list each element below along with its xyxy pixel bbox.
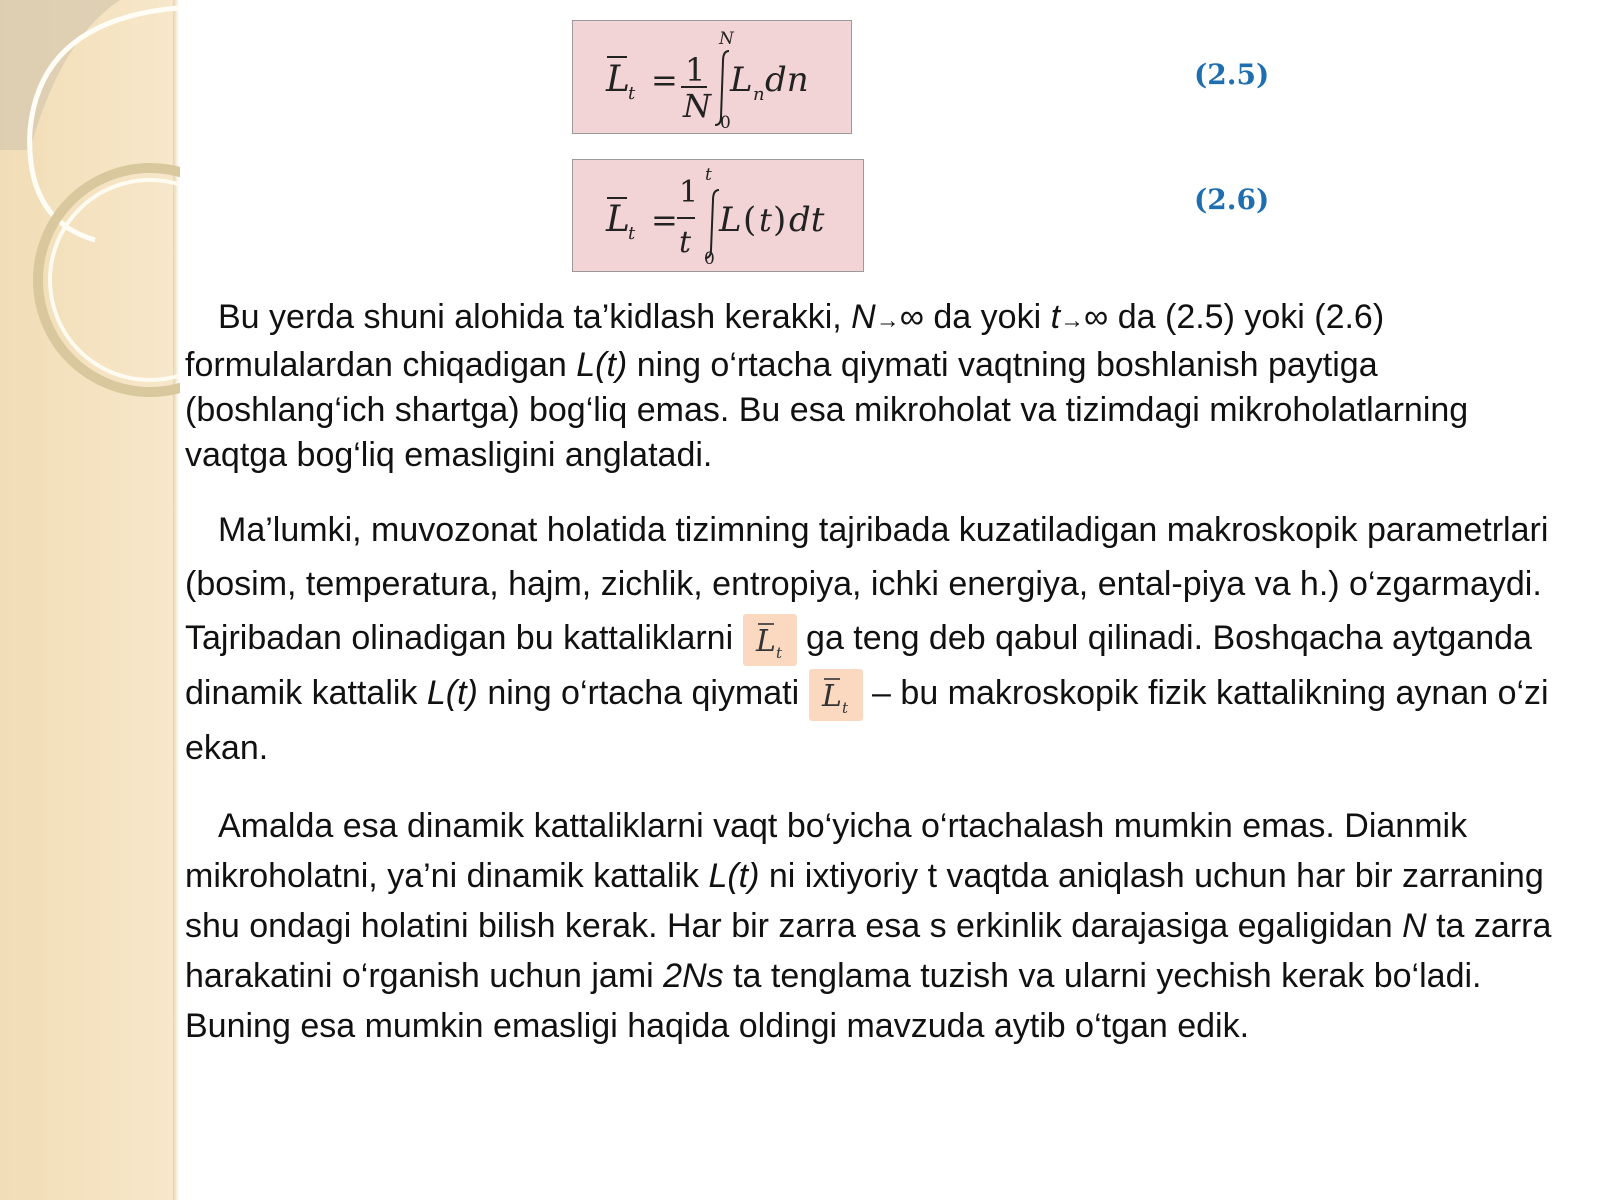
f1-frac-den: N xyxy=(683,87,711,125)
p1-text-4: ning o‘rtacha qiymati vaqtning boshlanish paytiga (boshlang‘ich shartga) bog‘liq emas. Bu esa mikroholat va tizimdagi mikroholatlarning vaqtga bog‘liq emasligini anglatadi. xyxy=(185,346,1469,474)
p1-text-3: da (2.5) yoki (2.6) formulalardan chiqadigan xyxy=(185,298,1385,384)
p2-text-4: – bu makroskopik fizik kattalikning aynan o‘zi ekan. xyxy=(185,674,1549,768)
paragraph-1 xyxy=(185,295,1555,478)
p1-t: t xyxy=(1050,298,1061,336)
f1-differential: dn xyxy=(765,60,809,100)
formula-2-6 xyxy=(572,159,864,272)
f2-equals: = xyxy=(651,201,678,239)
p2-text-2: ga teng deb qabul qilinadi. Boshqacha aytganda dinamik kattalik xyxy=(185,619,1532,713)
inline-L-2: L xyxy=(821,679,842,715)
inline-L-1: L xyxy=(755,624,776,660)
p3-2Ns: 2Ns xyxy=(663,957,724,995)
p2-text-3: ning o‘rtacha qiymati xyxy=(477,674,809,713)
f1-frac-num: 1 xyxy=(685,51,706,89)
f1-lhs: L xyxy=(606,59,630,100)
p1-text-1: Bu yerda shuni alohida ta’kidlash kerakki, xyxy=(218,298,852,336)
f2-differential: dt xyxy=(789,200,825,240)
f2-lhs: L xyxy=(606,199,630,240)
p1-arrow-2: → xyxy=(1060,307,1085,334)
p1-Lt: L(t) xyxy=(576,346,628,384)
f2-arg: t xyxy=(759,201,772,239)
formula-2-6-math xyxy=(573,160,865,273)
formula-2-5-math xyxy=(573,21,853,135)
formula-2-5 xyxy=(572,20,852,134)
f2-int-lower: 0 xyxy=(704,249,715,269)
f1-lhs-sub: t xyxy=(628,83,636,104)
paragraph-2 xyxy=(185,503,1555,775)
f1-integrand-sub: n xyxy=(753,84,765,105)
f2-arg-close: ) xyxy=(773,200,787,240)
equation-number-2-6: (2.6) xyxy=(1194,183,1270,216)
f2-int-upper: t xyxy=(705,165,712,185)
p3-text-4: ta tenglama tuzish va ularni yechish kerak bo‘ladi. Buning esa mumkin emasligi haqida oldingi mavzuda aytib o‘tgan edik. xyxy=(185,957,1482,1045)
p2-text-1: Ma’lumki, muvozonat holatida tizimning tajribada kuzatiladigan makroskopik parametrlari (bosim, temperatura, hajm, zichlik, entropiya, ichki energiya, ental-piya va h.) o‘zgarmaydi. Tajribadan olinadigan bu kattaliklarni xyxy=(185,511,1549,657)
p1-infinity-2: ∞ xyxy=(1084,298,1109,336)
p3-text-3: ta zarra harakatini o‘rganish uchun jami xyxy=(185,907,1552,995)
f2-arg-open: ( xyxy=(743,200,757,240)
f1-equals: = xyxy=(651,61,678,99)
inline-t-1: t xyxy=(775,644,782,663)
f2-frac-den: t xyxy=(679,225,692,260)
f1-int-lower: 0 xyxy=(720,113,731,133)
p1-infinity-1: ∞ xyxy=(899,298,924,336)
inline-symbol-L-bar-t-1 xyxy=(743,614,797,666)
f1-int-upper: N xyxy=(719,29,734,49)
p3-N: N xyxy=(1402,907,1427,945)
p1-text-2: da yoki xyxy=(923,298,1051,336)
f2-integrand: L xyxy=(719,200,742,240)
inline-t-2: t xyxy=(841,699,848,718)
p2-Lt: L(t) xyxy=(426,674,478,713)
f2-lhs-sub: t xyxy=(628,223,636,244)
paragraph-3 xyxy=(185,801,1555,1051)
p1-N: N xyxy=(851,298,876,336)
p1-arrow-1: → xyxy=(875,307,900,334)
p3-text-2: ni ixtiyoriy t vaqtda aniqlash uchun har bir zarraning shu ondagi holatini bilish kerak. Har bir zarra esa s erkinlik darajasiga egaligidan xyxy=(185,857,1544,945)
p3-text-1: Amalda esa dinamik kattaliklarni vaqt bo‘yicha o‘rtachalash mumkin emas. Dianmik mikroholatni, ya’ni dinamik kattalik xyxy=(185,807,1468,895)
inline-symbol-L-bar-t-2 xyxy=(809,669,863,721)
p3-Lt: L(t) xyxy=(708,857,760,895)
f2-frac-num: 1 xyxy=(679,175,699,210)
decorative-rings xyxy=(0,0,180,400)
equation-number-2-5: (2.5) xyxy=(1194,58,1270,91)
f1-integrand: L xyxy=(730,60,753,100)
